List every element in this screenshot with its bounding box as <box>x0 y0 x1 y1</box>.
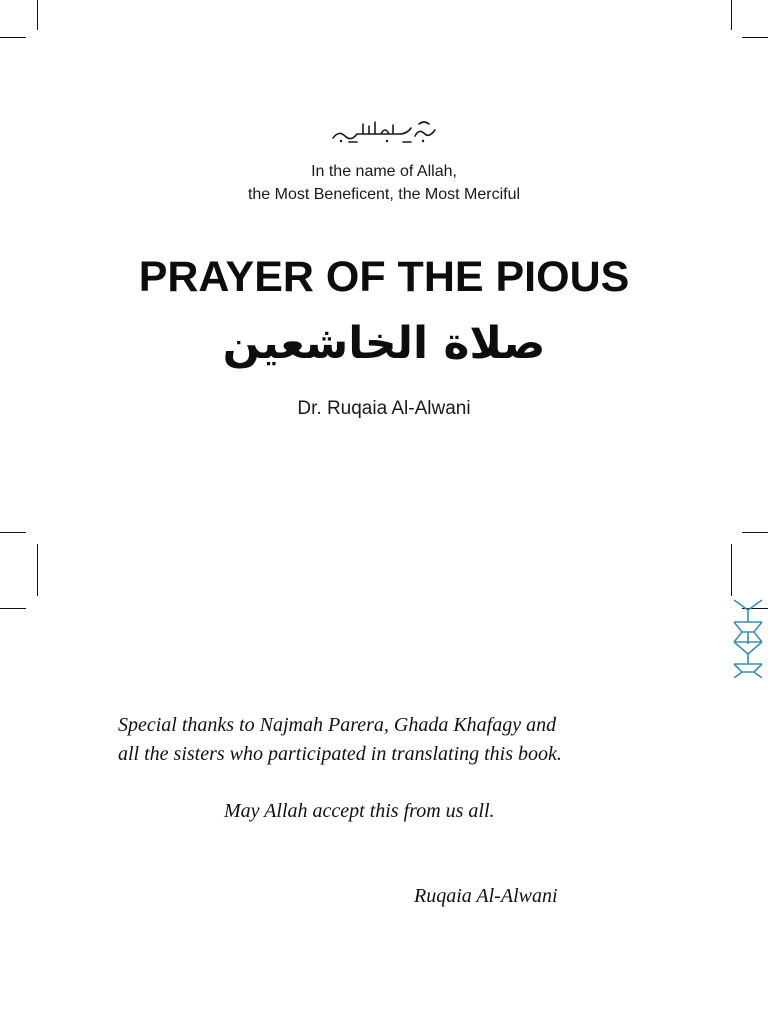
author-name: Dr. Ruqaia Al-Alwani <box>297 398 471 419</box>
blessing-line-2: the Most Beneficent, the Most Merciful <box>247 186 521 203</box>
crop-mark <box>742 37 768 38</box>
crop-mark <box>731 544 732 596</box>
crop-mark <box>731 0 732 30</box>
signature: Ruqaia Al-Alwani <box>414 885 558 907</box>
crop-mark <box>0 608 26 609</box>
prayer-line: May Allah accept this from us all. <box>224 800 495 822</box>
acknowledgement-text <box>118 711 658 769</box>
book-title: PRAYER OF THE PIOUS <box>138 253 630 301</box>
acknowledgement-line-2: all the sisters who participated in translating this book. <box>118 743 562 765</box>
crop-mark <box>0 37 26 38</box>
blessing-line-1: In the name of Allah, <box>311 163 457 180</box>
blessing-text <box>0 160 768 206</box>
crop-mark <box>0 532 26 533</box>
crop-mark <box>37 0 38 30</box>
crop-mark <box>742 532 768 533</box>
crop-mark <box>37 544 38 596</box>
acknowledgement-line-1: Special thanks to Najmah Parera, Ghada Khafagy and <box>118 714 557 736</box>
arabic-book-title: صلاة الخاشعين <box>222 318 546 369</box>
geometric-ornament-icon <box>732 598 764 683</box>
basmala-calligraphy <box>0 116 768 151</box>
